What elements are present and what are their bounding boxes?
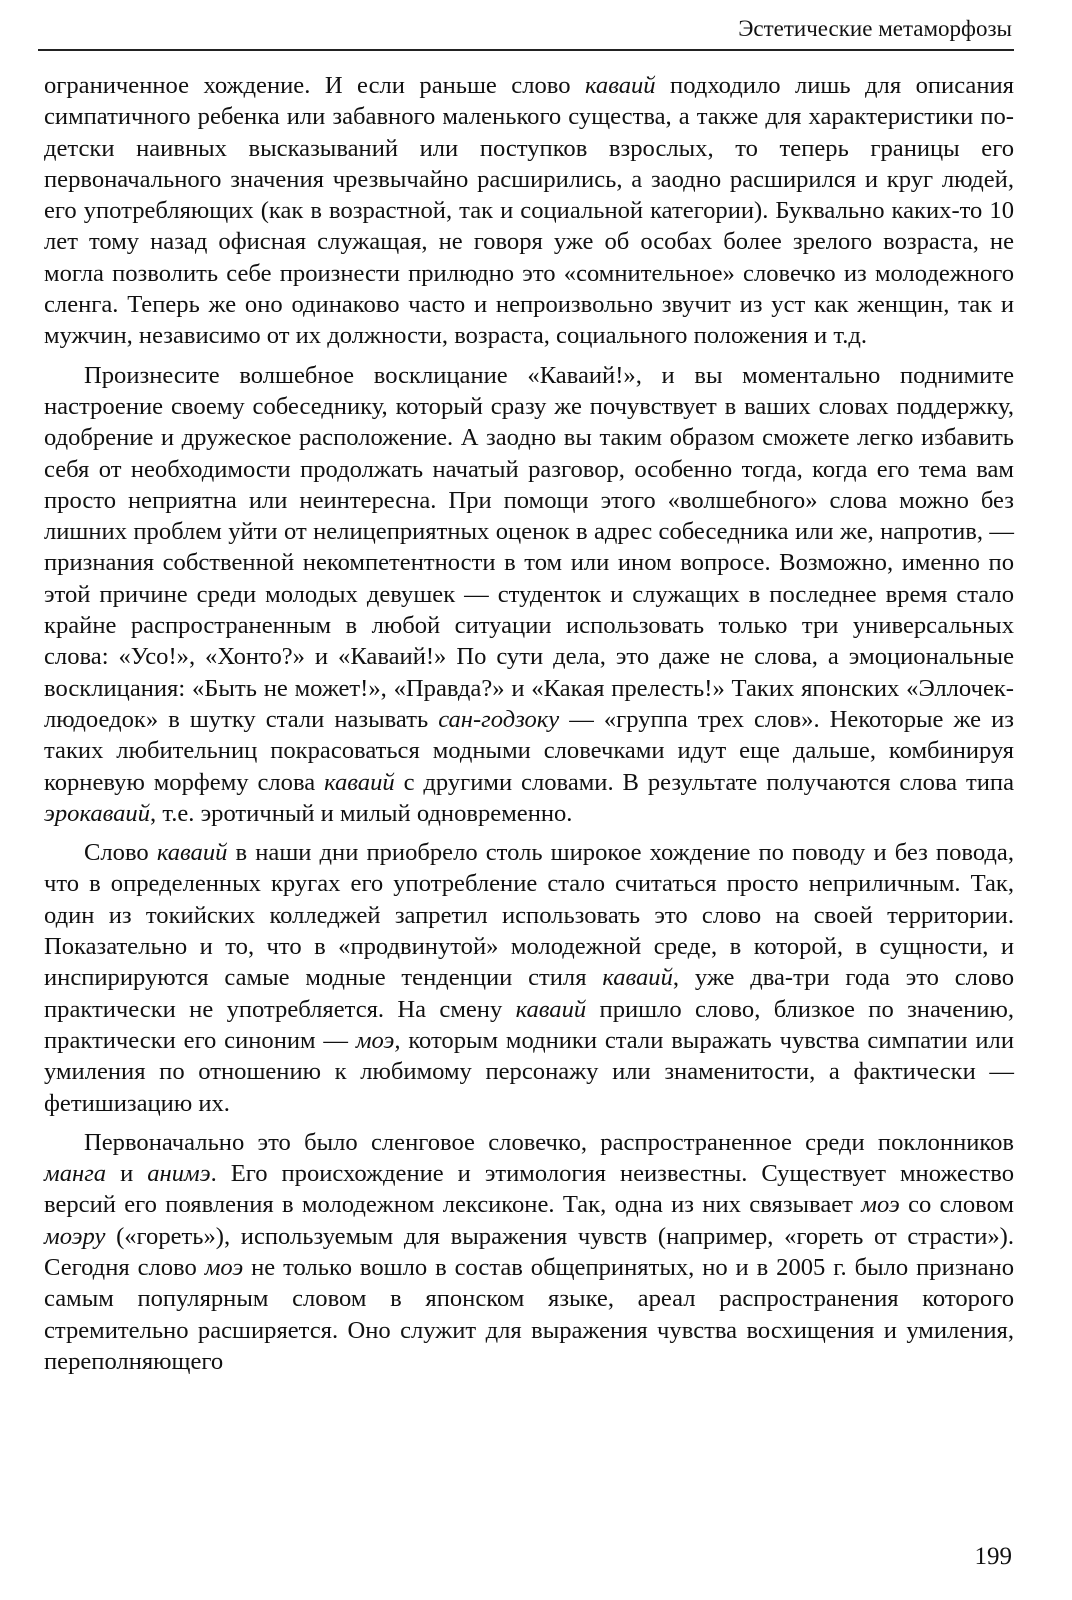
text-run: которым модники стали выражать чувства симпатии или умиления по отношению к любимому персонажу или знаменитости, а фактически — фетишизацию их. xyxy=(44,1026,1014,1117)
paragraph xyxy=(44,837,1014,1119)
italic-term: каваий xyxy=(324,768,395,796)
text-run: и xyxy=(106,1160,148,1188)
italic-term: моэру xyxy=(44,1222,106,1250)
italic-term: моэ xyxy=(204,1253,244,1281)
text-run: не только вошло в состав общепринятых, но и в 2005 г. было признано самым популярным словом в японском языке, ареал распространения которого стремительно расширяется. Оно служит для выражения чувства восхищения и умиления, переполняющего xyxy=(44,1253,1014,1375)
paragraph xyxy=(44,360,1014,829)
body-text xyxy=(44,70,1014,1385)
text-run: подходило лишь для описания симпатичного ребенка или забавного маленького существа, а также для характеристики по-детски наивных высказываний или поступков взрослых, то теперь границы его первоначального значения чрезвычайно расширились, а заодно расширился и круг людей, его употребляющих (как в возрастной, так и социальной категории). Буквально каких-то 10 лет тому назад офисная служащая, не говоря уже об особах более зрелого возраста, не могла позволить себе произнести прилюдно это «сомнительное» словечко из молодежного сленга. Теперь же оно одинаково часто и непроизвольно звучит из уст как женщин, так и мужчин, независимо от их должности, возраста, социального положения и т.д. xyxy=(44,72,1014,350)
italic-term: каваий xyxy=(156,839,228,867)
page-number: 199 xyxy=(974,1543,1012,1570)
header-rule xyxy=(38,49,1014,51)
italic-term: моэ xyxy=(861,1191,900,1219)
text-run: , уже два-три года это слово практически не употребляется. На смену xyxy=(44,964,1014,1023)
paragraph xyxy=(44,70,1014,352)
italic-term: эрокаваий xyxy=(44,799,151,827)
paragraph xyxy=(44,1127,1014,1377)
running-head: Эстетические метаморфозы xyxy=(738,16,1012,41)
text-run: Первоначально это было сленговое словечко, распространенное среди поклонников xyxy=(84,1128,1014,1156)
text-run: в наши дни приобрело столь широкое хождение по поводу и без повода, что в определенных кругах его употребление стало считаться просто неприличным. Так, один из токийских колледжей запретил использовать это слово на своей территории. Показательно и то, что в «продвинутой» молодежной среде, в которой, в сущности, и инспирируются самые модные тенденции стиля xyxy=(44,839,1014,992)
italic-term: каваий xyxy=(515,995,587,1023)
text-run: Слово xyxy=(84,839,157,867)
italic-term: моэ, xyxy=(355,1026,401,1054)
text-run: ограниченное хождение. И если раньше слово xyxy=(44,72,585,99)
text-run: — «группа трех слов». Некоторые же из таких любительниц покрасоваться модными словечками идут еще дальше, комбинируя корневую морфему слова xyxy=(44,705,1014,796)
text-run: . Его происхождение и этимология неизвестны. Существует множество версий его появления в молодежном лексиконе. Так, одна из них связывает xyxy=(44,1160,1014,1219)
text-run: с другими словами. В результате получаются слова типа xyxy=(394,768,1014,796)
italic-term: каваий xyxy=(585,72,656,99)
italic-term: сан-годзоку xyxy=(438,705,560,733)
text-run: Произнесите волшебное восклицание «Каваий!», и вы моментально поднимите настроение своему собеседнику, который сразу же почувствует в ваших словах поддержку, одобрение и дружеское расположение. А заодно вы таким образом сможете легко избавить себя от необходимости продолжать начатый разговор, особенно тогда, когда его тема вам просто неприятна или неинтересна. При помощи этого «волшебного» слова можно без лишних проблем уйти от нелицеприятных оценок в адрес собеседника или же, напротив, — признания собственной некомпетентности в том или ином вопросе. Возможно, именно по этой причине среди молодых девушек — студенток и служащих в последнее время стало крайне распространенным в любой ситуации использовать только три универсальных слова: «Усо!», «Хонто?» и «Каваий!» По сути дела, это даже не слова, а эмоциональные восклицания: «Быть не может!», «Правда?» и «Какая прелесть!» Таких японских «Эллочек-людоедок» в шутку стали называть xyxy=(44,361,1014,733)
text-run: со словом xyxy=(899,1191,1014,1219)
italic-term: манга xyxy=(44,1160,107,1188)
text-run: пришло слово, близкое по значению, практически его синоним — xyxy=(44,995,1015,1054)
text-run: , т.е. эротичный и милый одновременно. xyxy=(150,799,573,827)
italic-term: анимэ xyxy=(147,1160,211,1188)
text-run: («гореть»), используемым для выражения чувств (например, «гореть от страсти»). Сегодня слово xyxy=(44,1222,1014,1281)
italic-term: каваий xyxy=(602,964,673,992)
